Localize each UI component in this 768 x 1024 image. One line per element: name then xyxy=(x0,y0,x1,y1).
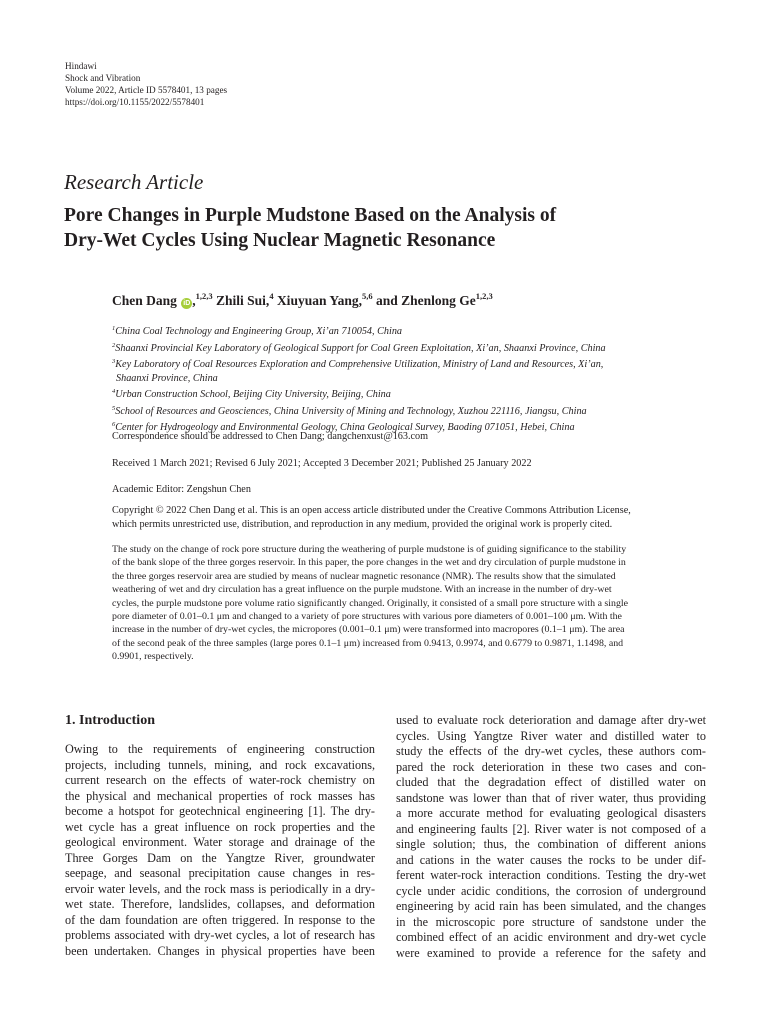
body-line: the physical and mechanical properties of rock masses has xyxy=(65,788,375,803)
body-line: and cations in the water causes the rocks to be under dif- xyxy=(396,852,706,867)
body-line: single solution; thus, the combination of different anions xyxy=(396,837,706,851)
body-line: wet cycle has a great influence on rock properties and the xyxy=(65,819,375,834)
section-heading: 1. Introduction xyxy=(65,713,155,728)
author-affil-sup: 4 xyxy=(269,291,274,301)
body-line: wet state. Therefore, landslides, collapses, and deformation xyxy=(65,897,375,911)
affiliation-item: $^5$School of Resources and Geosciences, China University of Mining and Technology, Xuzhou 221116, Jiangsu, China xyxy=(112,404,587,417)
body-line: sandstone was lower than that of river water, thus providing xyxy=(396,790,706,805)
copyright-line: Copyright © 2022 Chen Dang et al. This is an open access article distributed under the Creative Commons Attribution License, xyxy=(112,505,631,516)
body-line: projects, including tunnels, mining, and rock excavations, xyxy=(65,757,375,772)
body-line: engineering by acid rain has been simulated, and the changes xyxy=(396,899,706,913)
title-line: Pore Changes in Purple Mudstone Based on the Analysis of xyxy=(64,205,557,226)
article-title xyxy=(64,203,714,253)
body-line: cluded that the degradation effect of distilled water on xyxy=(396,775,706,789)
body-line: and engineering faults [2]. River water is not composed of a xyxy=(396,821,706,836)
body-line: geological environment. Water storage and drainage of the xyxy=(65,835,375,849)
author-name[interactable]: and Zhenlong Ge xyxy=(375,293,476,308)
correspondence: Correspondence should be addressed to Chen Dang; dangchenxust@163.com xyxy=(112,431,429,442)
article-type: Research Article xyxy=(64,170,204,194)
publisher-name: Hindawi xyxy=(65,61,97,71)
body-column-right xyxy=(396,713,706,961)
body-line: Owing to the requirements of engineering construction xyxy=(65,742,375,756)
affiliation-item: $^3$Key Laboratory of Coal Resources Exploration and Comprehensive Utilization, Ministry of Land and Resources, Xi’an, xyxy=(112,358,604,370)
copyright-line: which permits unrestricted use, distribution, and reproduction in any medium, provided the original work is properly cited. xyxy=(112,518,613,530)
academic-editor: Academic Editor: Zengshun Chen xyxy=(112,484,251,495)
author-affil-sup: 5,6 xyxy=(361,291,373,301)
volume-info: Volume 2022, Article ID 5578401, 13 pages xyxy=(65,85,228,95)
author-affil-sup: 1,2,3 xyxy=(195,291,213,301)
abstract-line: pore diameter of 0.01–0.1 μm and changed to a variety of pore structures with various pore diameters of 0.001–100 μm. With the xyxy=(112,611,622,623)
affiliation-continuation: Shaanxi Province, China xyxy=(116,372,218,384)
author-list: Chen Dang iD ,$^{1,2,3}$ Zhili Sui,$^4$ Xiuyuan Yang,$^{5,6}$ and Zhenlong Ge$^{1,2,3}$ xyxy=(112,291,493,308)
affiliation-item: $^2$Shaanxi Provincial Key Laboratory of Geological Support for Coal Green Exploitation, Xi’an, Shaanxi Province, China xyxy=(112,341,606,354)
body-line: pared the rock deterioration in these two cases and con- xyxy=(396,759,706,774)
body-line: seepage, and seasonal precipitation cause changes in res- xyxy=(65,866,375,880)
journal-name: Shock and Vibration xyxy=(65,73,141,83)
body-column-left xyxy=(65,742,375,959)
body-line: of the dam foundation are often triggered. In response to the xyxy=(65,912,375,927)
body-line: problems associated with dry-wet cycles, a lot of research has xyxy=(65,928,375,942)
body-line: become a hotspot for geotechnical engineering [1]. The dry- xyxy=(65,804,375,818)
journal-header xyxy=(65,60,227,108)
body-line: been undertaken. Changes in physical properties have been xyxy=(65,943,375,958)
affiliation-item: $^6$Center for Hydrogeology and Environmental Geology, China Geological Survey, Baoding 071051, Hebei, China xyxy=(112,421,575,433)
affiliation-item: $^4$Urban Construction School, Beijing City University, Beijing, China xyxy=(112,388,391,400)
abstract-line: The study on the change of rock pore structure during the weathering of purple mudstone is of guiding significance to the stability xyxy=(112,544,627,555)
body-line: cycles. Using Yangtze River water and distilled water to xyxy=(396,728,706,743)
affiliation-item: $^1$China Coal Technology and Engineering Group, Xi’an 710054, China xyxy=(112,325,403,337)
abstract-line: increase in the number of dry-wet cycles, the micropores (0.001–0.1 μm) were transformed into macropores (0.1–1 μm). The area xyxy=(112,624,625,636)
author-name[interactable]: Chen Dang xyxy=(112,293,177,308)
body-line: cycle under acidic conditions, the corrosion of underground xyxy=(396,883,706,898)
body-line: were examined to provide a reference for the safety and xyxy=(396,945,706,960)
abstract-line: weathering of wet and dry circulation has a great influence on the purple mudstone. With an increase in the number of dry-wet xyxy=(112,584,612,596)
body-line: used to evaluate rock deterioration and damage after dry-wet xyxy=(396,713,706,727)
author-name[interactable]: Xiuyuan Yang, xyxy=(276,293,362,308)
author-name[interactable]: Zhili Sui, xyxy=(216,293,270,308)
body-line: current research on the effects of water-rock chemistry on xyxy=(65,773,375,787)
abstract-line: cycles, the purple mudstone pore volume ratio significantly changed. Originally, it consisted of a small pore structure with a single xyxy=(112,597,629,609)
abstract-line: 0.9901, respectively. xyxy=(112,651,194,663)
abstract xyxy=(112,543,702,664)
publication-dates: Received 1 March 2021; Revised 6 July 2021; Accepted 3 December 2021; Published 25 January 2022 xyxy=(112,458,532,469)
body-line: ferent water-rock interaction conditions. Testing the dry-wet xyxy=(396,868,706,882)
doi-link[interactable]: https://doi.org/10.1155/2022/5578401 xyxy=(65,97,205,107)
body-line: a more accurate method for evaluating geological disasters xyxy=(396,806,706,820)
body-line: combined effect of an acidic environment and dry-wet cycle xyxy=(396,930,706,944)
body-line: in the microscopic pore structure of sandstone under the xyxy=(396,914,706,929)
body-line: study the effects of the dry-wet cycles, these authors com- xyxy=(396,744,706,758)
abstract-line: the three gorges reservoir area are studied by means of nuclear magnetic resonance (NMR). The results show that the simulated xyxy=(112,570,616,582)
body-line: ervoir water levels, and the rock mass is periodically in a dry- xyxy=(65,881,375,896)
copyright-notice xyxy=(112,504,712,531)
title-line: Dry-Wet Cycles Using Nuclear Magnetic Resonance xyxy=(64,230,496,251)
orcid-icon[interactable]: iD xyxy=(183,300,191,307)
abstract-line: of the bank slope of the three gorges reservoir. In this paper, the pore changes in the wet and dry circulation of purple mudstone in xyxy=(112,557,626,569)
affiliation-list xyxy=(112,322,712,435)
body-line: Three Gorges Dam on the Yangtze River, groundwater xyxy=(65,850,375,865)
author-affil-sup: 1,2,3 xyxy=(475,291,493,301)
abstract-line: of the second peak of the three samples (large pores 0.1–1 μm) increased from 0.9413, 0.9974, and 0.6779 to 0.9871, 1.1498, and xyxy=(112,637,624,649)
